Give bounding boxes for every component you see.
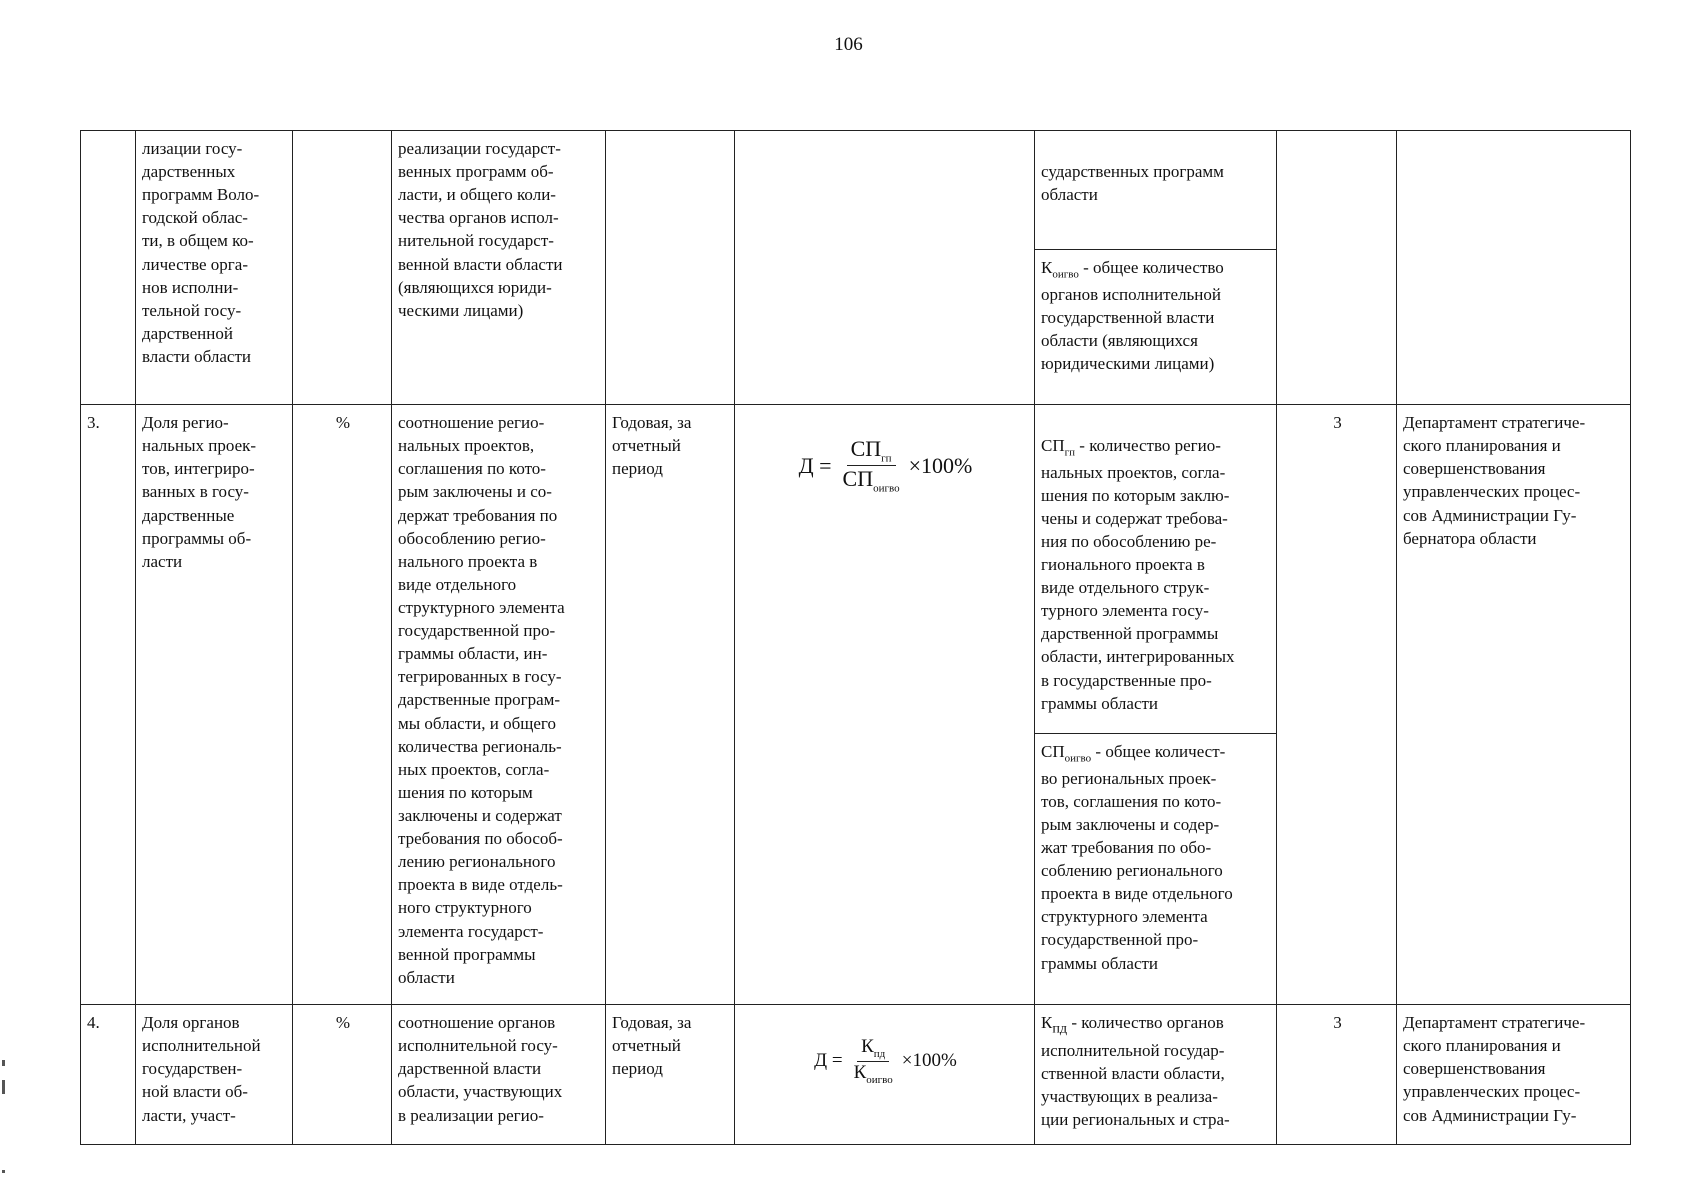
scan-edge-mark (2, 1170, 5, 1173)
page-number: 106 (834, 34, 863, 55)
cell-num: 4. (81, 1005, 136, 1145)
cell-variables: $К_{пд}$ - количество органов исполнительной государ- ственной власти области, участвующих в реализа- ции региональных и стра- (1035, 1005, 1277, 1145)
cell-variables (1035, 405, 1277, 1005)
cell-indicator-name: Доля регио- нальных проек- тов, интегриро- ванных в госу- дарственные программы об- ласти (136, 405, 293, 1005)
table-row-3 (81, 405, 1631, 1005)
cell-period: Годовая, за отчетный период (606, 405, 735, 1005)
cell-num (81, 131, 136, 405)
formula: Д = $\frac{СП_{гп}}{СП_{оигво}}$ ×100% (798, 436, 973, 495)
cell-responsible: Департамент стратегиче- ского планирования и совершенствования управленческих процес- сов Администрации Гу- (1397, 1005, 1631, 1145)
variable-description: сударственных программ области (1041, 162, 1224, 205)
table-row-continued (81, 131, 1631, 405)
cell-definition: реализации государст- венных программ об- ласти, и общего коли- чества органов испол- нительной государст- венной власти области (являющихся юриди- ческими лицами) (392, 131, 606, 405)
formula: Д = $\frac{К_{пд}}{К_{оигво}}$ ×100% (814, 1036, 957, 1086)
cell-indicator-name: лизации госу- дарственных программ Воло- годской облас- ти, в общем ко- личестве орга- нов исполни- тельной госу- дарственной власти области (136, 131, 293, 405)
cell-unit: % (293, 1005, 392, 1145)
cell-unit (293, 131, 392, 405)
cell-formula (735, 131, 1035, 405)
variable-description: $К_{оигво}$ - общее количество органов исполнительной государственной власти области (являющихся юридическими лицами) (1035, 249, 1276, 381)
variable-description: $СП_{оигво}$ - общее количест- во региональных проек- тов, соглашения по кото- рым заключены и содер- жат требования по обо- соблению регионального проекта в виде отдельного структурного элемента государственной про- граммы области (1035, 733, 1276, 980)
cell-num: 3. (81, 405, 136, 1005)
cell-method (1277, 131, 1397, 405)
cell-period (606, 131, 735, 405)
variable-description: $СП_{гп}$ - количество регио- нальных проектов, согла- шения по которым заклю- чены и содержат требова- ния по обособлению ре- гионального проекта в виде отдельного струк- турного элемента госу- дарственной программы области, интегрированных в государственные про- граммы области (1041, 436, 1235, 713)
cell-definition: соотношение регио- нальных проектов, соглашения по кото- рым заключены и со- держат требования по обособлению регио- нального проекта в виде отдельного структурного элемента государственной про- граммы области, ин- тегрированных в госу- дарственные програм- мы области, и общего количества региональ- ных проектов, согла- шения по которым заключены и содержат требования по обособ- лению регионального проекта в виде отдель- ного структурного элемента государст- венной программы области (392, 405, 606, 1005)
cell-method: 3 (1277, 1005, 1397, 1145)
cell-variables (1035, 131, 1277, 405)
cell-unit: % (293, 405, 392, 1005)
cell-responsible (1397, 131, 1631, 405)
cell-formula (735, 405, 1035, 1005)
table-row-4 (81, 1005, 1631, 1145)
cell-responsible: Департамент стратегиче- ского планирования и совершенствования управленческих процес- сов Администрации Гу- бернатора области (1397, 405, 1631, 1005)
scan-edge-mark (2, 1080, 5, 1094)
cell-formula (735, 1005, 1035, 1145)
cell-definition: соотношение органов исполнительной госу- дарственной власти области, участвующих в реализации регио- (392, 1005, 606, 1145)
cell-indicator-name: Доля органов исполнительной государствен- ной власти об- ласти, участ- (136, 1005, 293, 1145)
cell-period: Годовая, за отчетный период (606, 1005, 735, 1145)
cell-method: 3 (1277, 405, 1397, 1005)
indicators-table (80, 130, 1631, 1145)
scan-edge-mark (2, 1060, 5, 1066)
